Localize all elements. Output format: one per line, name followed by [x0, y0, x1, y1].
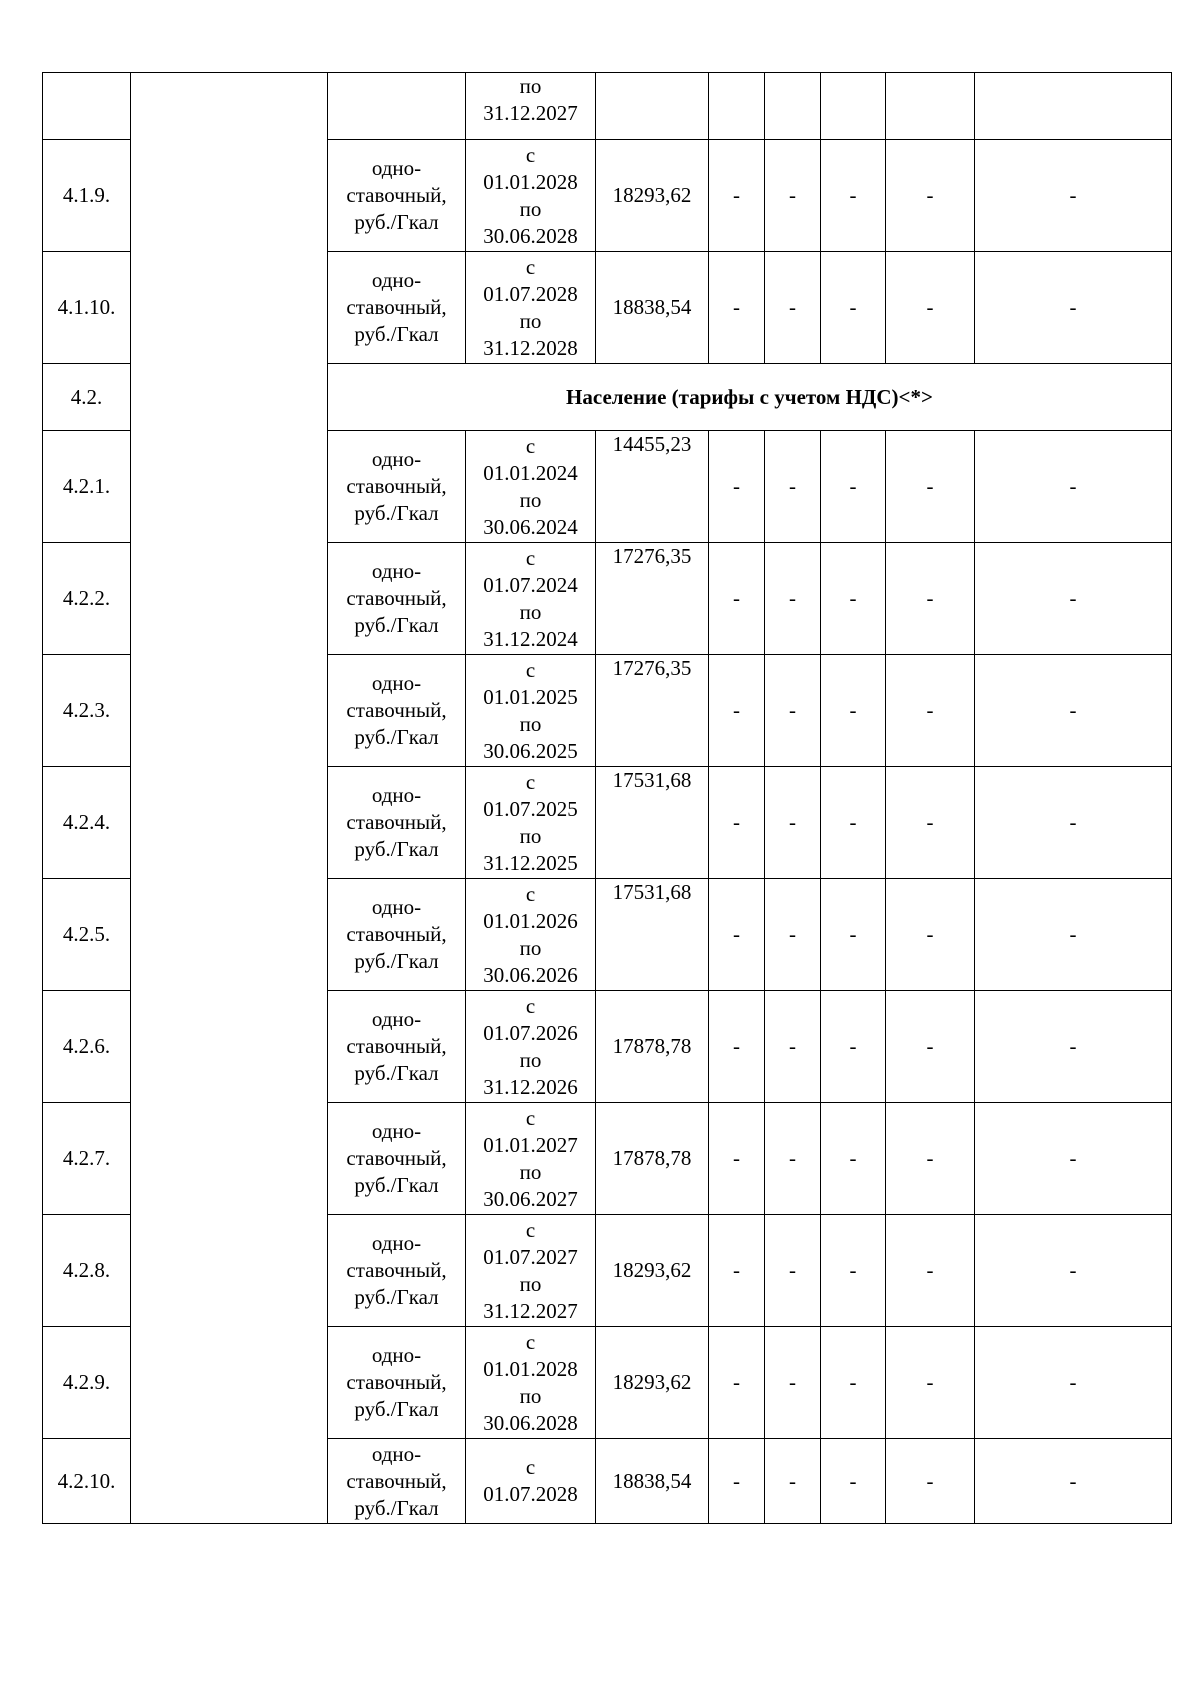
row-number-cell: 4.2.1. — [43, 431, 131, 543]
row-number-cell: 4.2.5. — [43, 879, 131, 991]
empty-value-cell: - — [765, 1103, 821, 1215]
row-number-cell: 4.1.10. — [43, 252, 131, 364]
empty-value-cell: - — [975, 543, 1172, 655]
empty-value-cell: - — [765, 991, 821, 1103]
empty-value-cell: - — [886, 991, 975, 1103]
empty-value-cell: - — [886, 140, 975, 252]
empty-value-cell: - — [709, 431, 765, 543]
empty-value-cell: - — [709, 655, 765, 767]
blank-cell — [596, 73, 709, 140]
empty-value-cell: - — [709, 1215, 765, 1327]
rate-type-cell: одно- ставочный, руб./Гкал — [328, 991, 466, 1103]
blank-cell — [975, 73, 1172, 140]
period-cell: с 01.07.2026 по 31.12.2026 — [466, 991, 596, 1103]
empty-value-cell: - — [709, 1327, 765, 1439]
period-cell: с 01.01.2028 по 30.06.2028 — [466, 1327, 596, 1439]
empty-value-cell: - — [709, 767, 765, 879]
blank-cell — [765, 73, 821, 140]
empty-value-cell: - — [709, 543, 765, 655]
rate-type-cell: одно- ставочный, руб./Гкал — [328, 1439, 466, 1524]
row-number-cell: 4.2.10. — [43, 1439, 131, 1524]
period-cell: с 01.01.2027 по 30.06.2027 — [466, 1103, 596, 1215]
empty-value-cell: - — [765, 879, 821, 991]
tariff-value-cell: 17276,35 — [596, 543, 709, 655]
empty-value-cell: - — [975, 1327, 1172, 1439]
period-cell: с 01.07.2028 по 31.12.2028 — [466, 252, 596, 364]
empty-value-cell: - — [765, 431, 821, 543]
empty-value-cell: - — [821, 1327, 886, 1439]
row-number-cell — [43, 73, 131, 140]
blank-cell — [821, 73, 886, 140]
rate-type-cell: одно- ставочный, руб./Гкал — [328, 1103, 466, 1215]
rate-type-cell: одно- ставочный, руб./Гкал — [328, 543, 466, 655]
empty-value-cell: - — [709, 991, 765, 1103]
tariff-value-cell: 18293,62 — [596, 1215, 709, 1327]
rate-type-cell: одно- ставочный, руб./Гкал — [328, 655, 466, 767]
empty-value-cell: - — [709, 252, 765, 364]
empty-value-cell: - — [975, 879, 1172, 991]
rate-type-cell: одно- ставочный, руб./Гкал — [328, 431, 466, 543]
empty-value-cell: - — [821, 543, 886, 655]
empty-value-cell: - — [886, 252, 975, 364]
row-number-cell: 4.2.6. — [43, 991, 131, 1103]
period-cell: с 01.01.2024 по 30.06.2024 — [466, 431, 596, 543]
empty-value-cell: - — [709, 1439, 765, 1524]
row-number-cell: 4.2.4. — [43, 767, 131, 879]
empty-value-cell: - — [821, 1439, 886, 1524]
empty-value-cell: - — [975, 1215, 1172, 1327]
empty-value-cell: - — [765, 655, 821, 767]
empty-value-cell: - — [765, 1439, 821, 1524]
empty-value-cell: - — [821, 991, 886, 1103]
empty-value-cell: - — [975, 767, 1172, 879]
empty-value-cell: - — [821, 767, 886, 879]
empty-value-cell: - — [709, 879, 765, 991]
empty-value-cell: - — [975, 655, 1172, 767]
empty-value-cell: - — [975, 140, 1172, 252]
empty-value-cell: - — [709, 1103, 765, 1215]
empty-value-cell: - — [886, 1103, 975, 1215]
tariff-value-cell: 18838,54 — [596, 252, 709, 364]
empty-value-cell: - — [821, 431, 886, 543]
period-cell: по 31.12.2027 — [466, 73, 596, 140]
blank-cell — [886, 73, 975, 140]
tariff-value-cell: 18293,62 — [596, 140, 709, 252]
rate-type-cell — [328, 73, 466, 140]
rate-type-cell: одно- ставочный, руб./Гкал — [328, 140, 466, 252]
rate-type-cell: одно- ставочный, руб./Гкал — [328, 767, 466, 879]
period-cell: с 01.07.2027 по 31.12.2027 — [466, 1215, 596, 1327]
organization-cell — [131, 73, 328, 1524]
empty-value-cell: - — [886, 1327, 975, 1439]
period-cell: с 01.07.2025 по 31.12.2025 — [466, 767, 596, 879]
tariff-value-cell: 17878,78 — [596, 1103, 709, 1215]
empty-value-cell: - — [765, 140, 821, 252]
tariff-value-cell: 17878,78 — [596, 991, 709, 1103]
row-number-cell: 4.2.8. — [43, 1215, 131, 1327]
empty-value-cell: - — [886, 1215, 975, 1327]
empty-value-cell: - — [886, 1439, 975, 1524]
empty-value-cell: - — [765, 1327, 821, 1439]
tariff-value-cell: 17276,35 — [596, 655, 709, 767]
period-cell: с 01.01.2025 по 30.06.2025 — [466, 655, 596, 767]
tariff-value-cell: 17531,68 — [596, 879, 709, 991]
tariff-value-cell: 18838,54 — [596, 1439, 709, 1524]
rate-type-cell: одно- ставочный, руб./Гкал — [328, 1327, 466, 1439]
empty-value-cell: - — [886, 431, 975, 543]
section-title-cell: Население (тарифы с учетом НДС)<*> — [328, 364, 1172, 431]
empty-value-cell: - — [821, 1215, 886, 1327]
row-number-cell: 4.2.2. — [43, 543, 131, 655]
empty-value-cell: - — [821, 252, 886, 364]
tariff-table-body — [43, 73, 1172, 1524]
period-cell: с 01.07.2028 — [466, 1439, 596, 1524]
empty-value-cell: - — [975, 252, 1172, 364]
empty-value-cell: - — [765, 252, 821, 364]
period-cell: с 01.07.2024 по 31.12.2024 — [466, 543, 596, 655]
empty-value-cell: - — [765, 1215, 821, 1327]
empty-value-cell: - — [886, 655, 975, 767]
row-number-cell: 4.1.9. — [43, 140, 131, 252]
tariff-value-cell: 14455,23 — [596, 431, 709, 543]
empty-value-cell: - — [975, 1439, 1172, 1524]
empty-value-cell: - — [975, 431, 1172, 543]
empty-value-cell: - — [821, 655, 886, 767]
empty-value-cell: - — [821, 879, 886, 991]
empty-value-cell: - — [886, 879, 975, 991]
row-number-cell: 4.2.7. — [43, 1103, 131, 1215]
empty-value-cell: - — [765, 767, 821, 879]
row-number-cell: 4.2.9. — [43, 1327, 131, 1439]
rate-type-cell: одно- ставочный, руб./Гкал — [328, 252, 466, 364]
period-cell: с 01.01.2028 по 30.06.2028 — [466, 140, 596, 252]
tariff-value-cell: 17531,68 — [596, 767, 709, 879]
tariff-value-cell: 18293,62 — [596, 1327, 709, 1439]
blank-cell — [709, 73, 765, 140]
empty-value-cell: - — [821, 140, 886, 252]
empty-value-cell: - — [765, 543, 821, 655]
empty-value-cell: - — [975, 1103, 1172, 1215]
row-number-cell: 4.2.3. — [43, 655, 131, 767]
empty-value-cell: - — [975, 991, 1172, 1103]
empty-value-cell: - — [886, 767, 975, 879]
rate-type-cell: одно- ставочный, руб./Гкал — [328, 879, 466, 991]
period-cell: с 01.01.2026 по 30.06.2026 — [466, 879, 596, 991]
tariff-table — [42, 72, 1172, 1524]
section-number-cell: 4.2. — [43, 364, 131, 431]
empty-value-cell: - — [821, 1103, 886, 1215]
empty-value-cell: - — [709, 140, 765, 252]
rate-type-cell: одно- ставочный, руб./Гкал — [328, 1215, 466, 1327]
empty-value-cell: - — [886, 543, 975, 655]
table-row — [43, 73, 1172, 140]
